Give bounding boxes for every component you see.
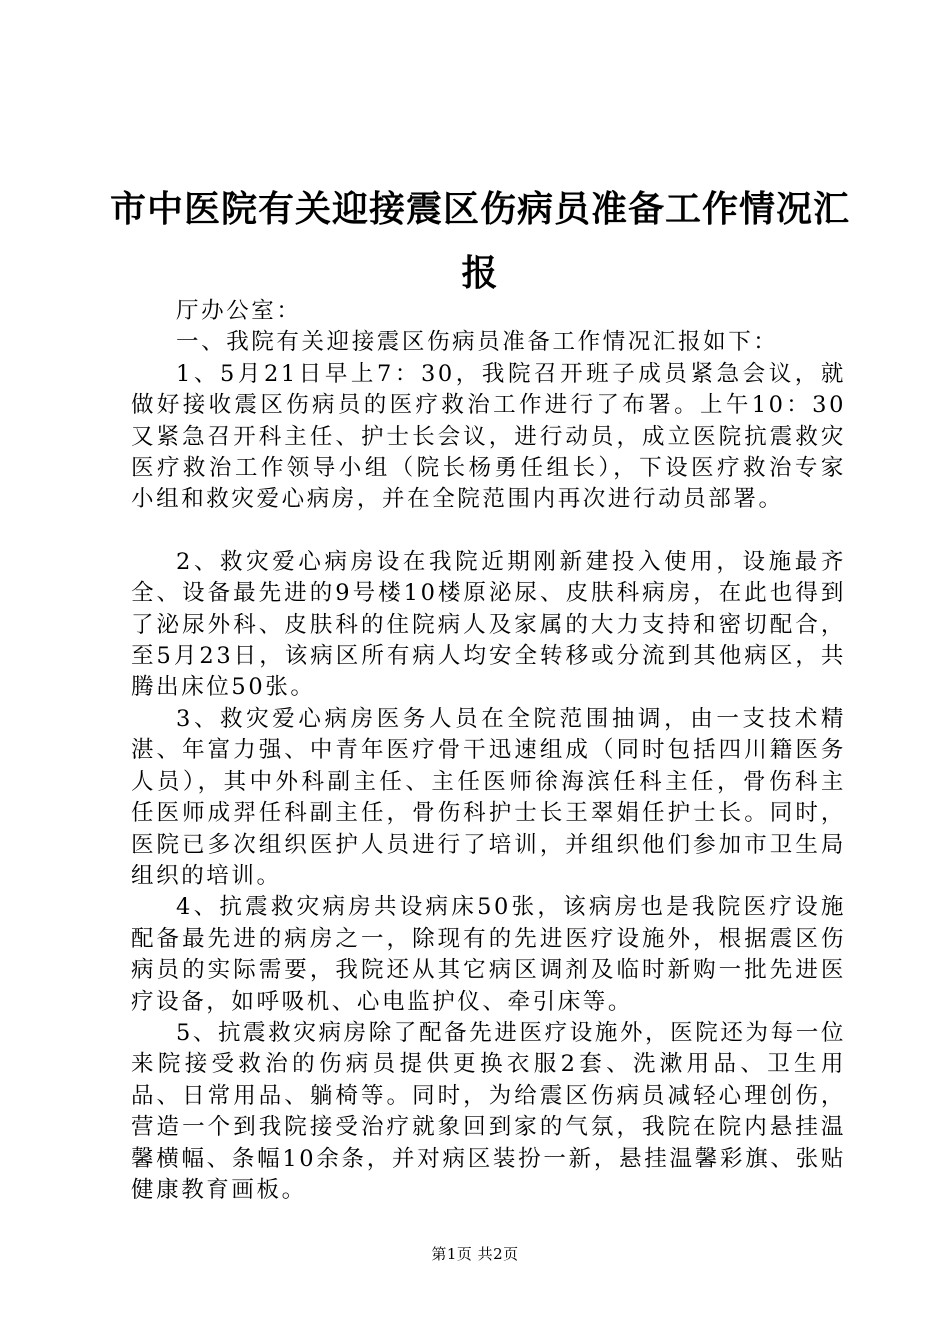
page-footer: 第1页 共2页 (431, 1245, 519, 1263)
document-body (131, 296, 846, 1206)
paragraph-item-4: 4、抗震救灾病房共设病床50张，该病房也是我院医疗设施配备最先进的病房之一，除现有的先进医疗设施外，根据震区伤病员的实际需要，我院还从其它病区调剂及临时新购一批先进医疗设备，如呼吸机、心电监护仪、牵引床等。 (131, 894, 846, 1015)
paragraph-intro: 一、我院有关迎接震区伤病员准备工作情况汇报如下： (176, 329, 779, 356)
paragraph-item-5: 5、抗震救灾病房除了配备先进医疗设施外，医院还为每一位来院接受救治的伤病员提供更换衣服2套、洗漱用品、卫生用品、日常用品、躺椅等。同时，为给震区伤病员减轻心理创伤，营造一个到我院接受治疗就象回到家的气氛，我院在院内悬挂温馨横幅、条幅10余条，并对病区装扮一新，悬挂温馨彩旗、张贴健康教育画板。 (131, 1019, 846, 1203)
paragraph-item-2: 2、救灾爱心病房设在我院近期刚新建投入使用，设施最齐全、设备最先进的9号楼10楼原泌尿、皮肤科病房，在此也得到了泌尿外科、皮肤科的住院病人及家属的大力支持和密切配合，至5月23日，该病区所有病人均安全转移或分流到其他病区，共腾出床位50张。 (131, 548, 846, 701)
paragraph-item-1: 1、5月21日早上7：30，我院召开班子成员紧急会议，就做好接收震区伤病员的医疗救治工作进行了布署。上午10：30又紧急召开科主任、护士长会议，进行动员，成立医院抗震救灾医疗救治工作领导小组（院长杨勇任组长），下设医疗救治专家小组和救灾爱心病房，并在全院范围内再次进行动员部署。 (131, 360, 846, 513)
document-title: 市中医院有关迎接震区伤病员准备工作情况汇报 (110, 189, 851, 294)
paragraph-item-3: 3、救灾爱心病房医务人员在全院范围抽调，由一支技术精湛、年富力强、中青年医疗骨干迅速组成（同时包括四川籍医务人员），其中外科副主任、主任医师徐海滨任科主任，骨伤科主任医师成羿任科副主任，骨伤科护士长王翠娟任护士长。同时，医院已多次组织医护人员进行了培训，并组织他们参加市卫生局组织的培训。 (131, 705, 846, 889)
salutation: 厅办公室： (176, 298, 302, 324)
